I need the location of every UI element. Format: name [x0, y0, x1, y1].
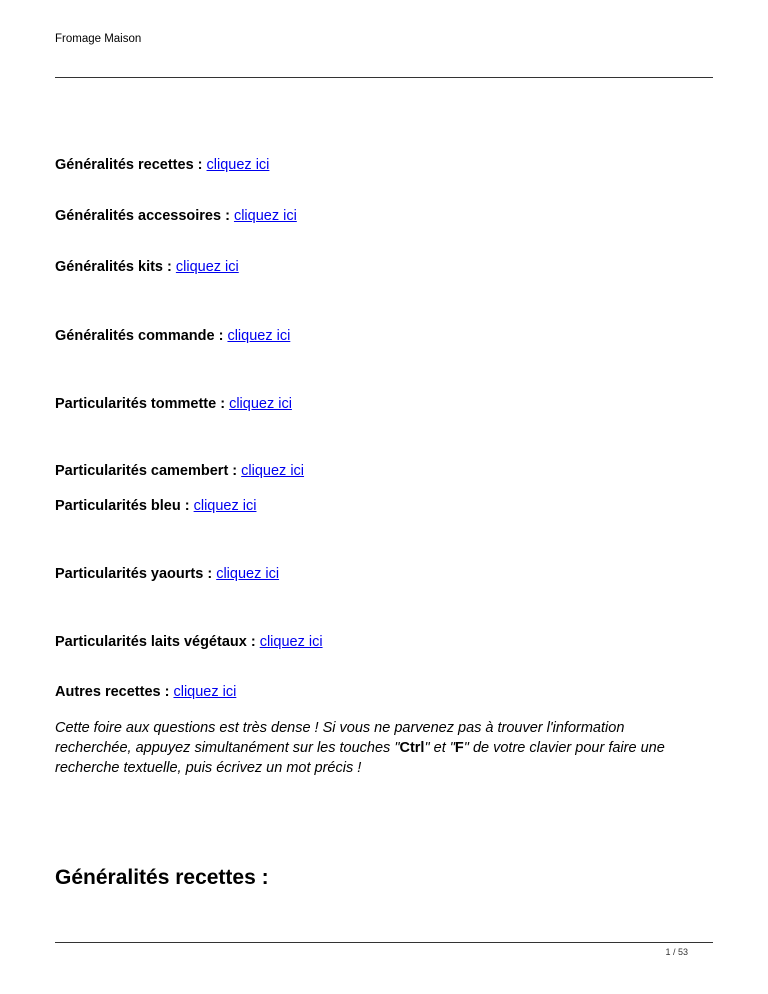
toc-link-particularites-bleu[interactable]: cliquez ici — [193, 498, 257, 514]
toc-label: Particularités camembert : — [55, 463, 238, 479]
toc-entry-particularites-bleu — [55, 498, 256, 514]
search-tip-note — [55, 718, 695, 778]
toc-label: Autres recettes : — [55, 684, 170, 700]
note-text-3: " de votre clavier pour faire une recherche textuelle, puis écrivez un mot précis ! — [55, 740, 665, 776]
toc-entry-particularites-tommette — [55, 396, 292, 412]
toc-link-generalites-accessoires[interactable]: cliquez ici — [233, 208, 297, 224]
toc-label: Généralités accessoires : — [55, 208, 230, 224]
toc-entry-generalites-accessoires — [55, 208, 297, 224]
ctrl-key-label: Ctrl — [399, 740, 425, 756]
toc-entry-particularites-camembert — [55, 463, 304, 479]
toc-entry-generalites-kits — [55, 259, 239, 275]
toc-entry-particularites-yaourts — [55, 566, 279, 582]
toc-link-particularites-yaourts[interactable]: cliquez ici — [216, 566, 280, 582]
toc-link-generalites-kits[interactable]: cliquez ici — [175, 259, 239, 275]
note-text-1: Cette foire aux questions est très dense ! Si vous ne parvenez pas à trouver l'information recherchée, appuyez simultanément sur les touches " — [55, 720, 625, 756]
header-divider — [55, 77, 713, 78]
toc-link-autres-recettes[interactable]: cliquez ici — [173, 684, 237, 700]
page-number: 1 / 53 — [665, 947, 688, 957]
toc-link-particularites-laits-vegetaux[interactable]: cliquez ici — [259, 634, 323, 650]
footer-divider — [55, 942, 713, 943]
toc-label: Généralités kits : — [55, 259, 172, 275]
page-header-title: Fromage Maison — [55, 33, 142, 45]
toc-link-particularites-tommette[interactable]: cliquez ici — [229, 396, 292, 412]
toc-label: Particularités tommette : — [55, 396, 226, 412]
toc-label: Particularités laits végétaux : — [55, 634, 256, 650]
toc-label: Particularités bleu : — [55, 498, 190, 514]
toc-label: Particularités yaourts : — [55, 566, 213, 582]
toc-entry-generalites-commande — [55, 328, 290, 344]
toc-label: Généralités recettes : — [55, 157, 203, 173]
toc-entry-autres-recettes — [55, 684, 236, 700]
note-text-2: " et " — [424, 740, 455, 756]
toc-label: Généralités commande : — [55, 328, 224, 344]
toc-link-generalites-recettes[interactable]: cliquez ici — [206, 157, 270, 173]
toc-link-particularites-camembert[interactable]: cliquez ici — [241, 463, 305, 479]
f-key-label: F — [454, 740, 464, 756]
toc-link-generalites-commande[interactable]: cliquez ici — [227, 328, 291, 344]
section-heading: Généralités recettes : — [55, 866, 269, 889]
toc-entry-generalites-recettes — [55, 157, 269, 173]
toc-entry-particularites-laits-vegetaux — [55, 634, 323, 650]
